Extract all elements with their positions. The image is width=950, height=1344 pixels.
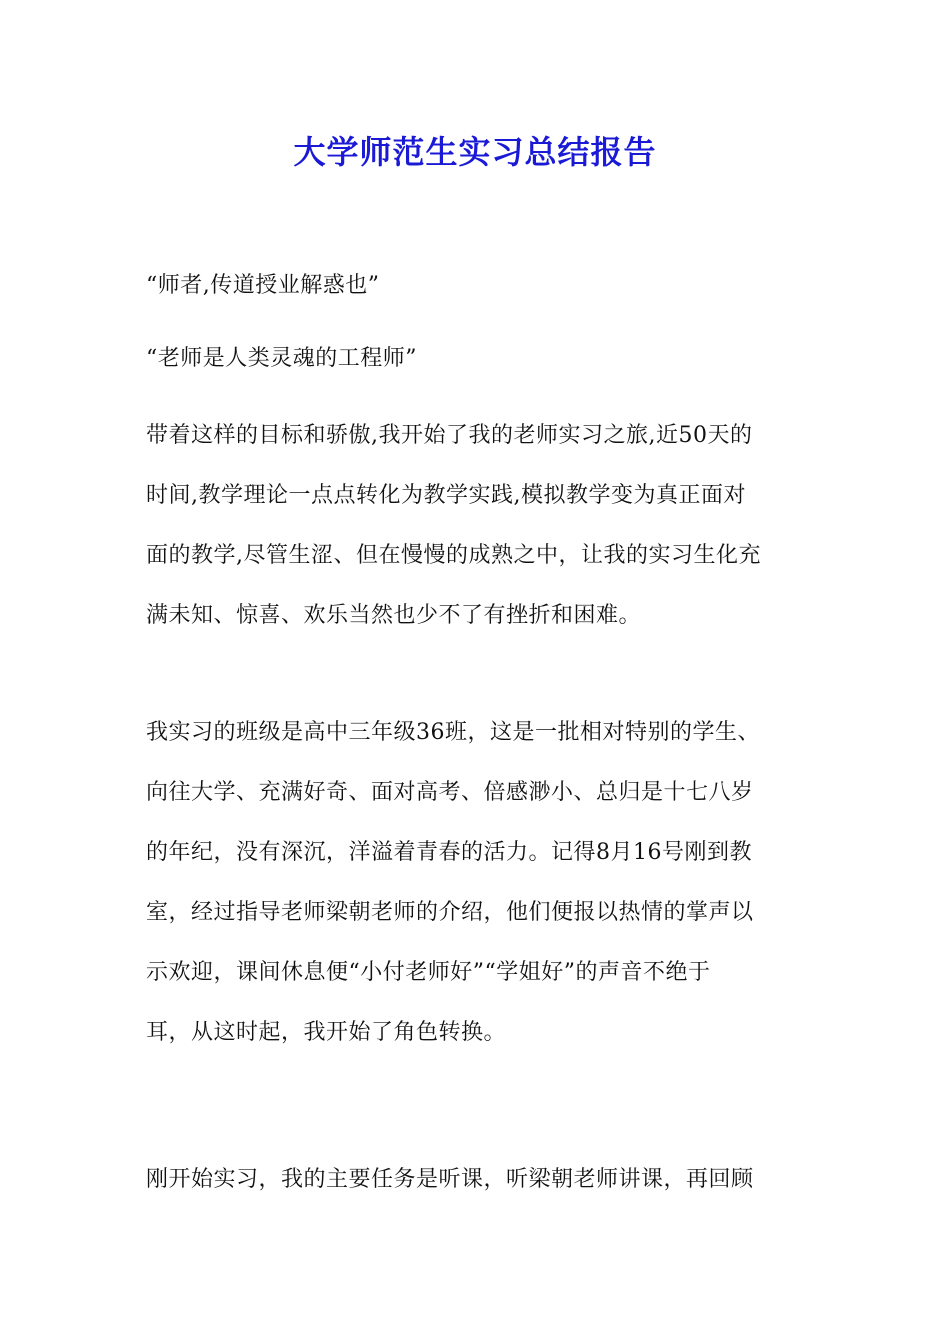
paragraph-2 xyxy=(146,703,810,1063)
text-line: 带着这样的目标和骄傲,我开始了我的老师实习之旅,近50天的 xyxy=(146,423,753,448)
quote-line-2 xyxy=(146,329,810,389)
text-line: 满未知、惊喜、欢乐当然也少不了有挫折和困难。 xyxy=(146,603,642,628)
text-line: 耳，从这时起，我开始了角色转换。 xyxy=(146,1020,507,1045)
quote-line-1 xyxy=(146,256,810,316)
text-line: 室，经过指导老师梁朝老师的介绍，他们便报以热情的掌声以 xyxy=(146,900,754,925)
paragraph-3 xyxy=(146,1150,810,1210)
text-line: 我实习的班级是高中三年级36班，这是一批相对特别的学生、 xyxy=(146,720,760,745)
text-line: 向往大学、充满好奇、面对高考、倍感渺小、总归是十七八岁 xyxy=(146,780,754,805)
text-line: 的年纪，没有深沉，洋溢着青春的活力。记得8月16号刚到教 xyxy=(146,840,752,865)
text-line: 示欢迎，课间休息便“小付老师好”“学姐好”的声音不绝于 xyxy=(146,960,711,985)
paragraph-1 xyxy=(146,406,810,646)
text-line: “师者,传道授业解惑也” xyxy=(146,273,380,298)
document-title: 大学师范生实习总结报告 xyxy=(293,133,657,171)
text-line: 刚开始实习，我的主要任务是听课，听梁朝老师讲课，再回顾 xyxy=(146,1167,754,1192)
text-line: 时间,教学理论一点点转化为教学实践,模拟教学变为真正面对 xyxy=(146,483,746,508)
text-line: “老师是人类灵魂的工程师” xyxy=(146,346,417,371)
text-line: 面的教学,尽管生涩、但在慢慢的成熟之中，让我的实习生化充 xyxy=(146,543,761,568)
